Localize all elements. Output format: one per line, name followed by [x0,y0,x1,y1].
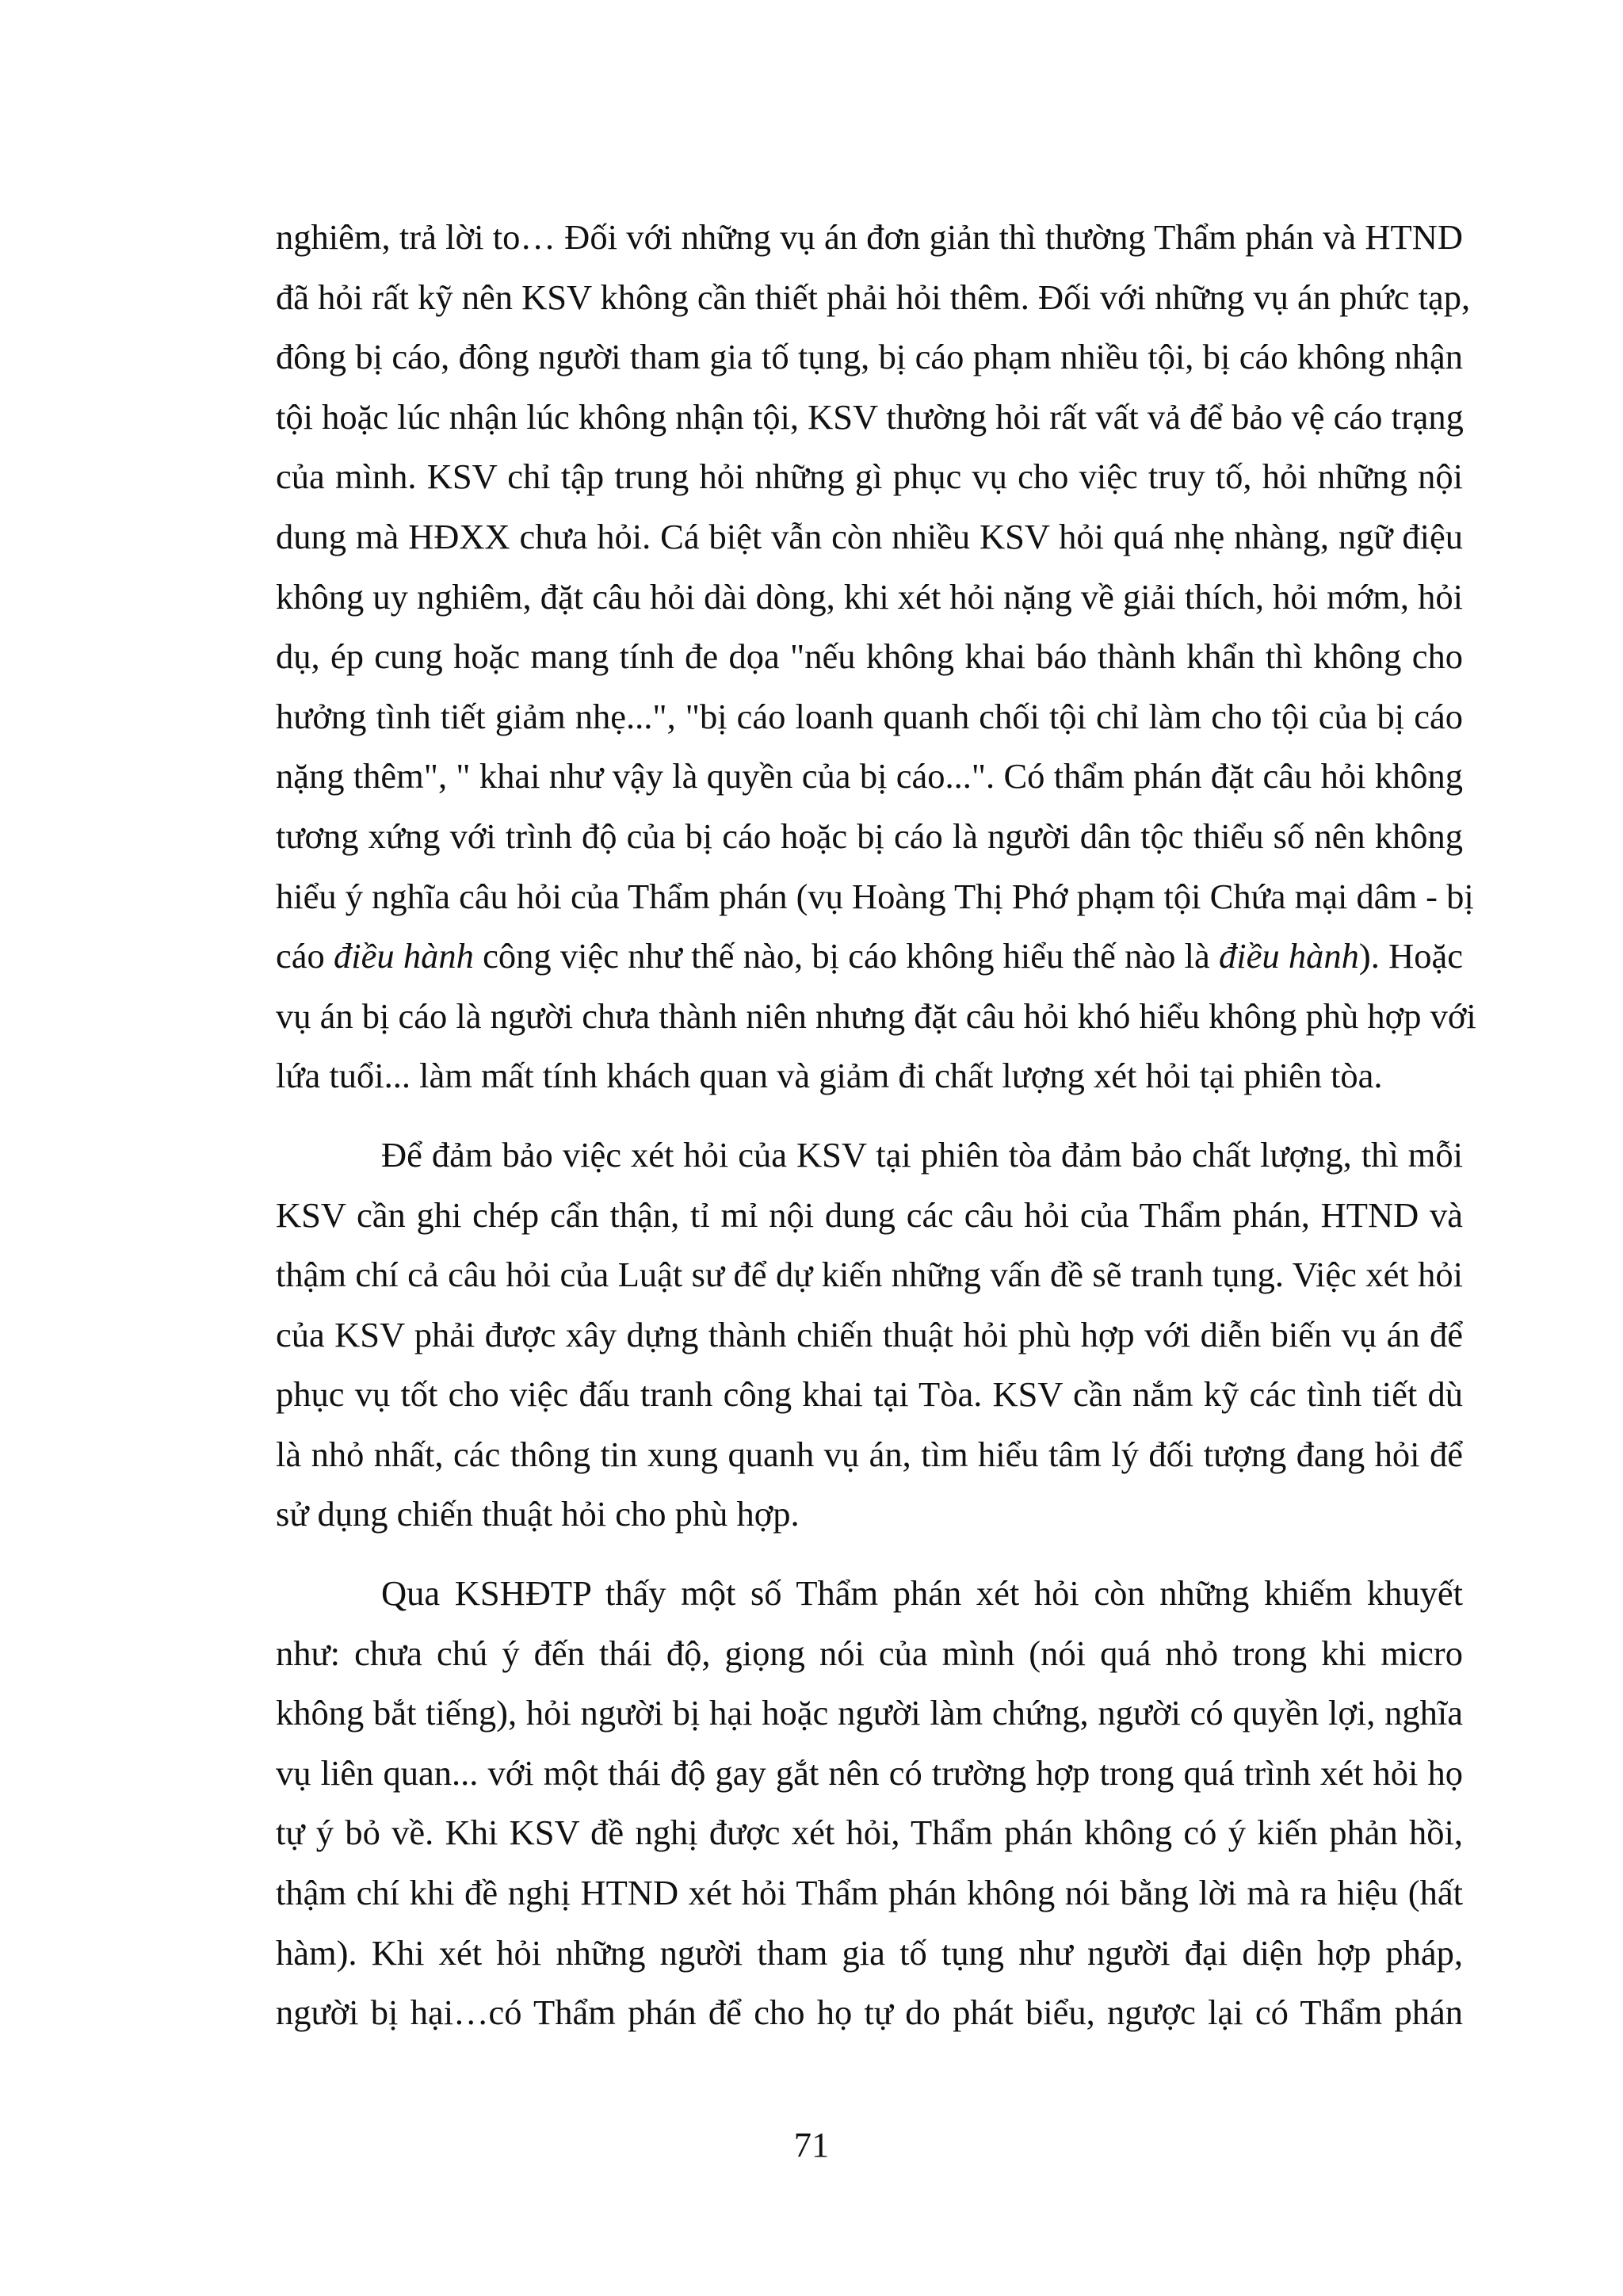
text-line: hiểu ý nghĩa câu hỏi của Thẩm phán (vụ Hoàng Thị Phớ phạm tội Chứa mại dâm - bị [276,876,1474,916]
italic-term: điều hành [334,936,474,976]
text-line: tự ý bỏ về. Khi KSV đề nghị được xét hỏi, Thẩm phán không có ý kiến phản hồi, [276,1813,1463,1853]
text-line: Để đảm bảo việc xét hỏi của KSV tại phiên tòa đảm bảo chất lượng, thì mỗi [381,1134,1463,1175]
paragraph-2 [276,1125,1463,1545]
text-line: Qua KSHĐTP thấy một số Thẩm phán xét hỏi còn những khiếm khuyết [381,1573,1463,1614]
text-line: thậm chí cả câu hỏi của Luật sư để dự kiến những vấn đề sẽ tranh tụng. Việc xét hỏi [276,1255,1463,1295]
paragraph-1 [276,208,1476,1106]
text-line: của mình. KSV chỉ tập trung hỏi những gì phục vụ cho việc truy tố, hỏi những nội [276,457,1463,497]
text-line: tương xứng với trình độ của bị cáo hoặc bị cáo là người dân tộc thiểu số nên không [276,816,1463,856]
text-line: hàm). Khi xét hỏi những người tham gia tố tụng như người đại diện hợp pháp, [276,1932,1463,1973]
text-line: không uy nghiêm, đặt câu hỏi dài dòng, khi xét hỏi nặng về giải thích, hỏi mớm, hỏi [276,576,1463,617]
text-line: như: chưa chú ý đến thái độ, giọng nói của mình (nói quá nhỏ trong khi micro [276,1633,1463,1673]
page-number: 71 [793,2125,830,2164]
text-line: KSV cần ghi chép cẩn thận, tỉ mỉ nội dung các câu hỏi của Thẩm phán, HTND và [276,1194,1463,1235]
text-run: ). Hoặc [1358,936,1463,976]
text-run: công việc như thế nào, bị cáo không hiểu thế nào là [473,936,1220,976]
text-line: vụ án bị cáo là người chưa thành niên nhưng đặt câu hỏi khó hiểu không phù hợp với [276,995,1476,1036]
italic-term: điều hành [1219,936,1359,976]
text-line: phục vụ tốt cho việc đấu tranh công khai tại Tòa. KSV cần nắm kỹ các tình tiết dù [276,1374,1463,1415]
text-line: tội hoặc lúc nhận lúc không nhận tội, KSV thường hỏi rất vất vả để bảo vệ cáo trạng [276,396,1464,437]
text-line: lứa tuổi... làm mất tính khách quan và giảm đi chất lượng xét hỏi tại phiên tòa. [276,1056,1383,1096]
text-line: dụ, ép cung hoặc mang tính đe dọa "nếu không khai báo thành khẩn thì không cho [276,636,1463,677]
text-line-with-italics [276,926,1463,987]
text-line: của KSV phải được xây dựng thành chiến thuật hỏi phù hợp với diễn biến vụ án để [276,1314,1463,1354]
text-line: đã hỏi rất kỹ nên KSV không cần thiết phải hỏi thêm. Đối với những vụ án phức tạp, [276,277,1471,317]
text-line: thậm chí khi đề nghị HTND xét hỏi Thẩm phán không nói bằng lời mà ra hiệu (hất [276,1873,1463,1913]
text-line: nặng thêm", " khai như vậy là quyền của bị cáo...". Có thẩm phán đặt câu hỏi không [276,756,1463,797]
text-run: cáo [276,936,334,976]
text-line: là nhỏ nhất, các thông tin xung quanh vụ án, tìm hiểu tâm lý đối tượng đang hỏi để [276,1434,1463,1474]
text-line: dung mà HĐXX chưa hỏi. Cá biệt vẫn còn nhiều KSV hỏi quá nhẹ nhàng, ngữ điệu [276,516,1463,556]
text-line: hưởng tình tiết giảm nhẹ...", "bị cáo loanh quanh chối tội chỉ làm cho tội của bị cáo [276,696,1463,736]
text-line: nghiêm, trả lời to… Đối với những vụ án đơn giản thì thường Thẩm phán và HTND [276,217,1463,257]
text-line: sử dụng chiến thuật hỏi cho phù hợp. [276,1494,800,1534]
paragraph-3 [276,1564,1463,2043]
text-line: đông bị cáo, đông người tham gia tố tụng, bị cáo phạm nhiều tội, bị cáo không nhận [276,337,1463,377]
text-line: không bắt tiếng), hỏi người bị hại hoặc người làm chứng, người có quyền lợi, nghĩa [276,1693,1463,1733]
body-text [276,208,1476,2043]
text-line: người bị hại…có Thẩm phán để cho họ tự do phát biểu, ngược lại có Thẩm phán [276,1992,1463,2033]
text-line: vụ liên quan... với một thái độ gay gắt nên có trường hợp trong quá trình xét hỏi họ [276,1752,1463,1793]
